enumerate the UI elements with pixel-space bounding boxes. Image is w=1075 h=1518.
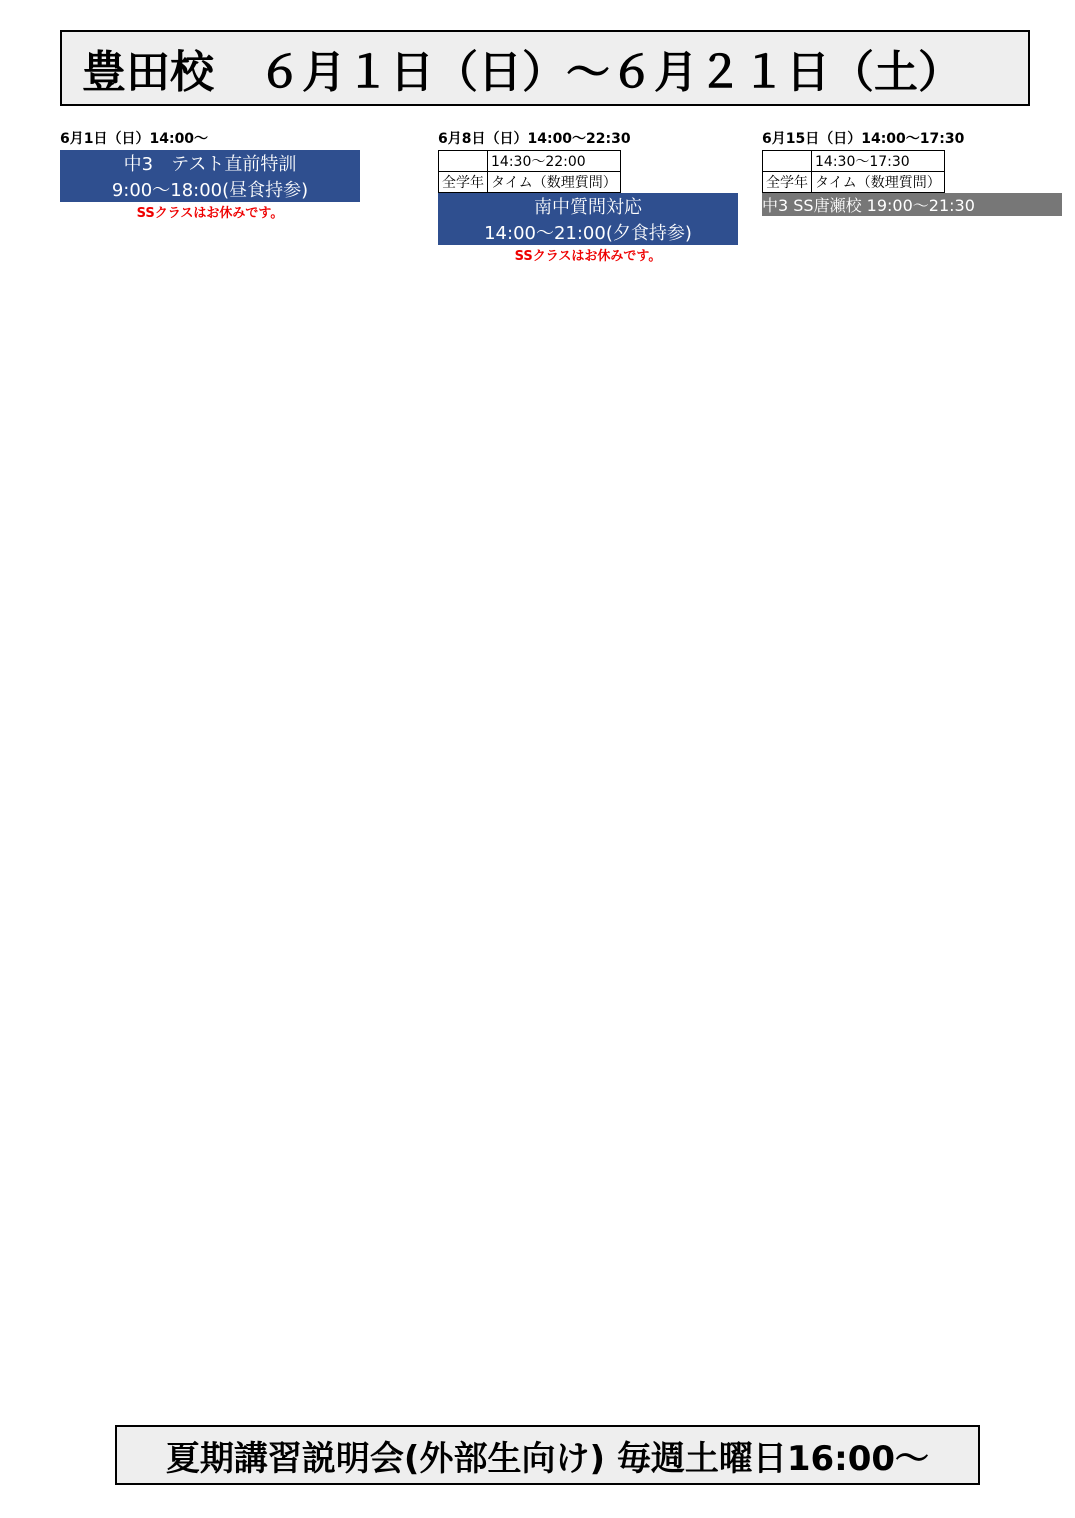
special-time: 9:00～18:00(昼食持参) (111, 180, 309, 201)
day-block (60, 128, 360, 221)
note: SSクラスはお休みです。 (136, 206, 284, 221)
row-label: 全学年 (439, 172, 488, 193)
row-label: 全学年 (763, 172, 812, 193)
day-header: 6月1日（日）14:00～ (60, 131, 209, 147)
column-3 (762, 128, 1062, 230)
day-block (762, 128, 1062, 216)
day-header: 6月15日（日）14:00～17:30 (762, 131, 965, 147)
footer-banner: 夏期講習説明会(外部生向け) 毎週土曜日16:00～ (115, 1425, 980, 1485)
column-2 (438, 128, 738, 278)
day-block (438, 128, 738, 264)
column-1 (60, 128, 360, 235)
special-title: 中3 テスト直前特訓 (123, 154, 297, 175)
schedule-table (438, 150, 621, 193)
info-bar: 中3 SS唐瀬校 19:00～21:30 (762, 193, 1062, 216)
special-banner (60, 150, 360, 202)
special-title: 南中質問対応 (534, 197, 642, 218)
time-cell: 14:30～17:30 (812, 151, 945, 172)
special-time: 14:00～21:00(夕食持参) (484, 223, 692, 244)
page-title: 豊田校 ６月１日（日）～６月２１日（土） (60, 30, 1030, 106)
time-cell: 14:30～22:00 (488, 151, 621, 172)
note: SSクラスはお休みです。 (514, 249, 662, 264)
special-banner (438, 193, 738, 245)
row-value: タイム（数理質問） (812, 172, 945, 193)
row-value: タイム（数理質問） (488, 172, 621, 193)
schedule-table (762, 150, 945, 193)
day-header: 6月8日（日）14:00～22:30 (438, 131, 631, 147)
